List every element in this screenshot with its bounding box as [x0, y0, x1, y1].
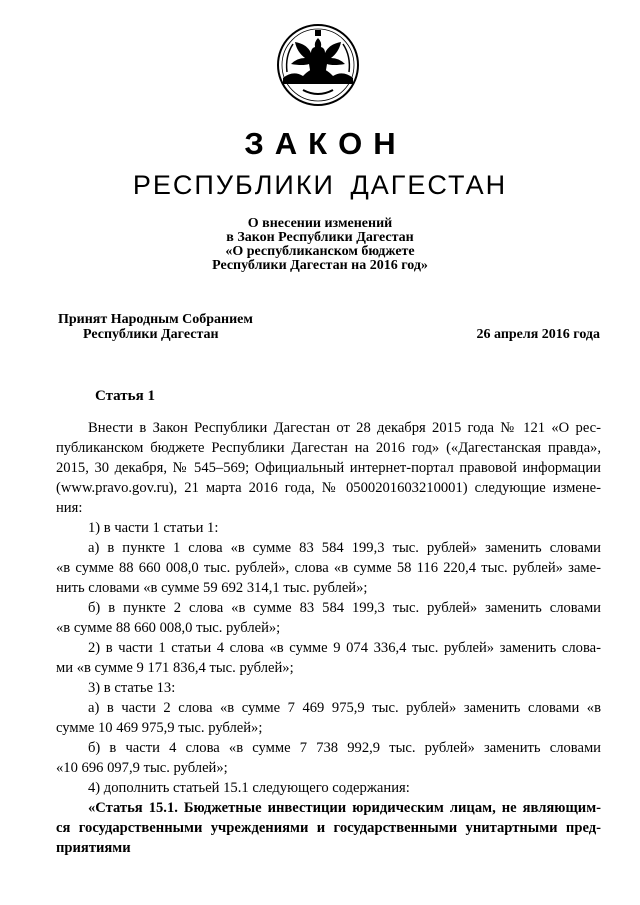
law-name-line: «О республиканском бюджете: [225, 244, 415, 259]
text-line: 4) дополнить статьей 15.1 следующего содержания:: [88, 780, 410, 796]
text-line: «в сумме 88 660 008,0 тыс. рублей», слова «в сумме 58 116 220,4 тыс. рублей» заме-: [56, 560, 601, 576]
text-line: нить словами «в сумме 59 692 314,1 тыс. рублей»;: [56, 580, 368, 596]
adoption-line: Республики Дагестан: [83, 327, 219, 342]
text-line: ся государственными учреждениями и государственными унитартными пред-: [56, 820, 601, 836]
text-line: приятиями: [56, 840, 131, 856]
text-line: сумме 10 469 975,9 тыс. рублей»;: [56, 720, 263, 736]
law-name-line: Республики Дагестан на 2016 год»: [212, 258, 428, 273]
text-line: 2015, 30 декабря, № 545–569; Официальный интернет-портал правовой информации: [56, 460, 601, 476]
text-line: а) в пункте 1 слова «в сумме 83 584 199,3 тыс. рублей» заменить словами: [88, 540, 601, 556]
text-line: «в сумме 88 660 008,0 тыс. рублей»;: [56, 620, 281, 636]
adoption-date: 26 апреля 2016 года: [476, 327, 600, 342]
text-line: 3) в статье 13:: [88, 680, 176, 696]
text-line: (www.pravo.gov.ru), 21 марта 2016 года, № 0500201603210001) следующие измене-: [56, 480, 601, 496]
coat-of-arms-icon: [273, 20, 363, 110]
text-line: публиканском бюджете Республики Дагестан на 2016 год» («Дагестанская правда»,: [56, 440, 601, 456]
law-subtitle: РЕСПУБЛИКИ ДАГЕСТАН: [132, 170, 508, 200]
adoption-note: [58, 312, 253, 342]
law-name-line: в Закон Республики Дагестан: [226, 230, 414, 245]
text-line: а) в части 2 слова «в сумме 7 469 975,9 тыс. рублей» заменить словами «в: [88, 700, 601, 716]
law-name: [120, 217, 520, 273]
text-line: ния:: [56, 500, 83, 516]
text-line: б) в части 4 слова «в сумме 7 738 992,9 тыс. рублей» заменить словами: [88, 740, 601, 756]
text-line: 1) в части 1 статьи 1:: [88, 520, 219, 536]
text-line: «Статья 15.1. Бюджетные инвестиции юридическим лицам, не являющим-: [88, 800, 601, 816]
article-heading: Статья 1: [95, 388, 155, 404]
law-title: ЗАКОН: [244, 126, 407, 161]
adoption-line: Принят Народным Собранием: [58, 312, 253, 327]
text-line: ми «в сумме 9 171 836,4 тыс. рублей»;: [56, 660, 294, 676]
text-line: «10 696 097,9 тыс. рублей»;: [56, 760, 228, 776]
text-line: 2) в части 1 статьи 4 слова «в сумме 9 074 336,4 тыс. рублей» заменить слова-: [88, 640, 601, 656]
article-body: [56, 418, 601, 858]
text-line: б) в пункте 2 слова «в сумме 83 584 199,3 тыс. рублей» заменить словами: [88, 600, 601, 616]
law-name-line: О внесении изменений: [247, 216, 393, 231]
text-line: Внести в Закон Республики Дагестан от 28 декабря 2015 года № 121 «О рес-: [88, 420, 601, 436]
